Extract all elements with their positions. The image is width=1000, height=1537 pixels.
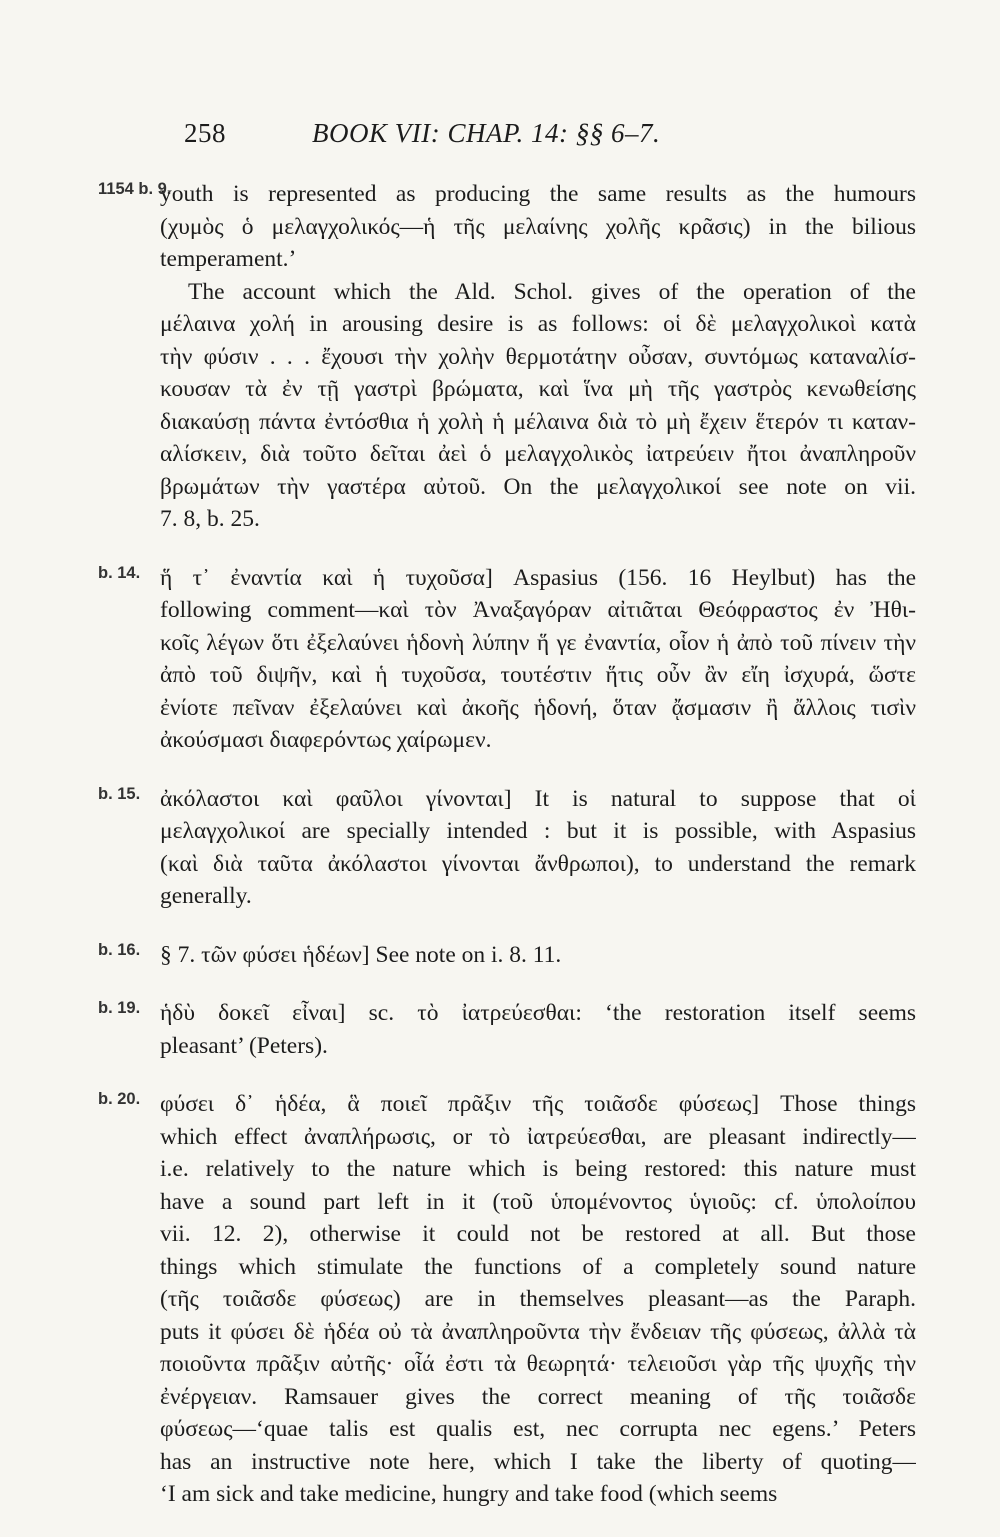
text-line: i.e. relatively to the nature which is being restored: this nature must [160,1156,916,1182]
text-line: ἡδὺ δοκεῖ εἶναι] sc. τὸ ἰατρεύεσθαι: ‘the restoration itself seems [160,1000,916,1026]
text-line: φύσει δ᾽ ἡδέα, ἃ ποιεῖ πρᾶξιν τῆς τοιᾶσδε φύσεως] Those things [160,1091,916,1117]
text-line: generally. [160,883,252,909]
text-line: (τῆς τοιᾶσδε φύσεως) are in themselves pleasant—as the Paraph. [160,1286,916,1312]
text-line: (καὶ διὰ ταῦτα ἀκόλαστοι γίνονται ἄνθρωποι), to understand the remark [160,850,916,877]
text-line: ἀκόλαστοι καὶ φαῦλοι γίνονται] It is natural to suppose that οἱ [160,785,916,812]
text-line: αλίσκειν, διὰ τοῦτο δεῖται ἀεὶ ὁ μελαγχολικὸς ἰατρεύειν ἤτοι ἀναπληροῦν [160,441,916,467]
text-line: κουσαν τὰ ἐν τῇ γαστρὶ βρώματα, καὶ ἵνα μὴ τῆς γαστρὸς κενωθείσης [160,376,916,402]
commentary-note [0,178,1000,536]
line-reference: b. 14. [98,563,141,582]
text-line: following comment—καὶ τὸν Ἀναξαγόραν αἰτιᾶται Θεόφραστος ἐν Ἠθι- [160,597,916,623]
line-reference: b. 20. [98,1090,141,1108]
text-line: φύσεως—‘quae talis est qualis est, nec corrupta nec egens.’ Peters [160,1416,916,1442]
line-reference: 1154 b. 9. [98,180,172,198]
text-line: have a sound part left in it (τοῦ ὑπομένοντος ὑγιοῦς: cf. ὑπολοίπου [160,1188,916,1215]
text-line: ἐνέργειαν. Ramsauer gives the correct meaning of τῆς τοιᾶσδε [160,1383,916,1410]
line-reference: b. 19. [98,999,141,1017]
text-line: § 7. τῶν φύσει ἡδέων] See note on i. 8. 11. [160,941,562,968]
text-line: 7. 8, b. 25. [160,506,260,532]
text-line: youth is represented as producing the same results as the humours [160,181,916,207]
text-line: μέλαινα χολή in arousing desire is as follows: οἱ δὲ μελαγχολικοὶ κατὰ [160,311,916,337]
text-line: (χυμὸς ὁ μελαγχολικός—ἡ τῆς μελαίνης χολῆς κρᾶσις) in the bilious [160,213,916,240]
commentary-note [0,1088,1000,1511]
text-line: διακαύσῃ πάντα ἐντόσθια ἡ χολὴ ἡ μέλαινα διὰ τὸ μὴ ἔχειν ἕτερόν τι καταν- [160,408,916,435]
text-line: ποιοῦντα πρᾶξιν αὐτῆς· οἷά ἐστι τὰ θεωρητά· τελειοῦσι γὰρ τῆς ψυχῆς τὴν [160,1351,916,1377]
text-line: ‘I am sick and take medicine, hungry and take food (which seems [160,1481,778,1507]
line-reference: b. 16. [98,940,141,959]
text-line: has an instructive note here, which I take the liberty of quoting— [160,1448,916,1475]
running-title: BOOK VII: CHAP. 14: §§ 6–7. [312,118,661,148]
commentary-note [0,997,1000,1062]
text-line: κοῖς λέγων ὅτι ἐξελαύνει ἡδονὴ λύπην ἥ γε ἐναντία, οἷον ἡ ἀπὸ τοῦ πίνειν τὴν [160,629,916,656]
text-line: things which stimulate the functions of a completely sound nature [160,1253,916,1280]
text-line: βρωμάτων τὴν γαστέρα αὐτοῦ. On the μελαγχολικοί see note on vii. [160,473,916,500]
line-reference: b. 15. [98,784,141,803]
text-line: ἀπὸ τοῦ διψῆν, καὶ ἡ τυχοῦσα, τουτέστιν ἥτις οὖν ἂν εἴη ἰσχυρά, ὥστε [160,662,916,688]
text-line: puts it φύσει δὲ ἡδέα οὐ τὰ ἀναπληροῦντα τὴν ἔνδειαν τῆς φύσεως, ἀλλὰ τὰ [160,1318,916,1345]
commentary-note [0,783,1000,913]
page-number: 258 [184,118,226,148]
text-line: vii. 12. 2), otherwise it could not be restored at all. But those [160,1221,916,1247]
commentary-note [0,562,1000,757]
text-line: μελαγχολικοί are specially intended : but it is possible, with Aspasius [160,818,916,844]
text-line: ἥ τ᾽ ἐναντία καὶ ἡ τυχοῦσα] Aspasius (156. 16 Heylbut) has the [160,564,916,591]
commentary-body [0,178,1000,1537]
text-line: which effect ἀναπλήρωσις, or τὸ ἰατρεύεσθαι, are pleasant indirectly— [160,1123,916,1150]
commentary-note [0,939,1000,972]
text-line: τὴν φύσιν . . . ἔχουσι τὴν χολὴν θερμοτάτην οὖσαν, συντόμως καταναλίσ- [160,343,916,370]
text-line: pleasant’ (Peters). [160,1032,328,1059]
text-line: temperament.’ [160,246,297,272]
text-line: The account which the Ald. Schol. gives of the operation of the [188,278,916,305]
text-line: ἐνίοτε πεῖναν ἐξελαύνει καὶ ἀκοῆς ἡδονή, ὅταν ᾄσμασιν ἢ ἄλλοις τισὶν [160,694,916,721]
text-line: ἀκούσμασι διαφερόντως χαίρωμεν. [160,727,492,753]
